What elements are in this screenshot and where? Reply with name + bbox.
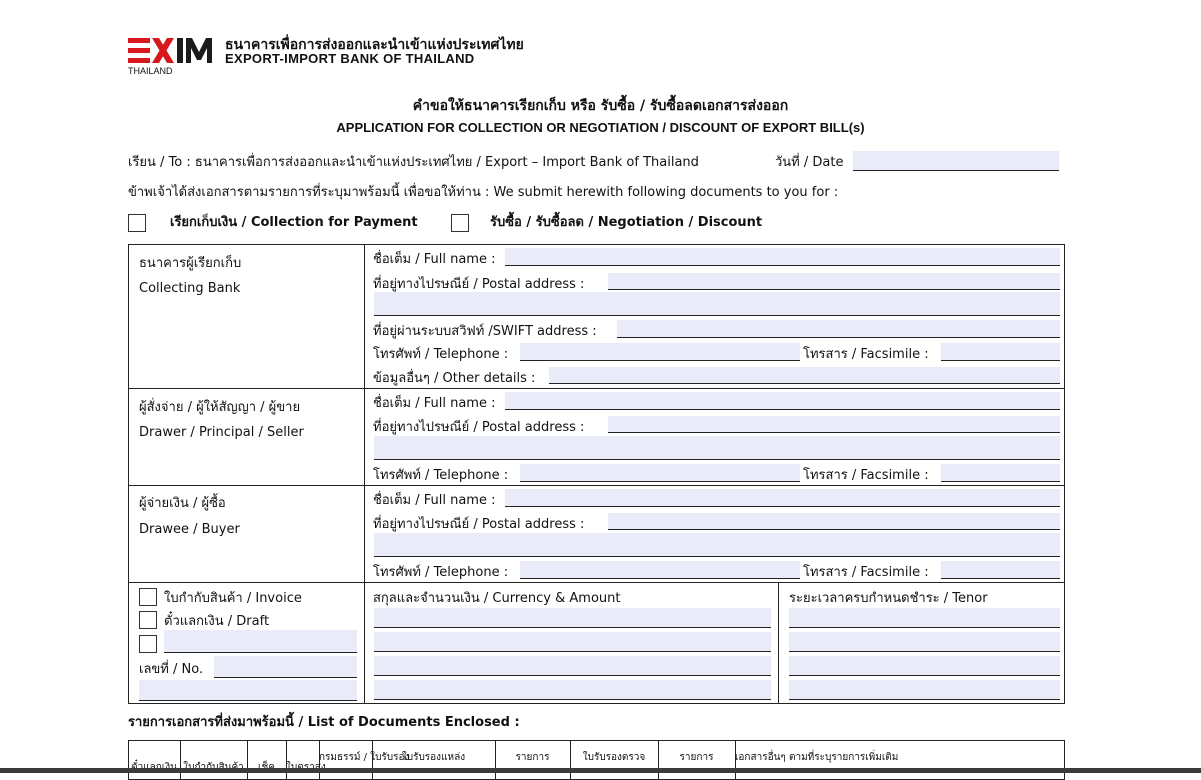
dr-address-underline-2 xyxy=(374,459,1060,460)
tenor-underline-1 xyxy=(789,627,1060,628)
tenor-underline-4 xyxy=(789,699,1060,700)
collecting-bank-th: ธนาคารผู้เรียกเก็บ xyxy=(139,256,242,271)
de-address-underline-2 xyxy=(374,556,1060,557)
draft-checkbox[interactable] xyxy=(139,611,157,629)
currency-underline-3 xyxy=(374,675,771,676)
draft-label: ตั๋วแลกเงิน / Draft xyxy=(164,614,270,629)
tenor-field-1[interactable] xyxy=(789,608,1060,628)
de-address-underline-1 xyxy=(608,529,1060,530)
documents-col-header: รายการ xyxy=(515,752,550,763)
negotiation-checkbox[interactable] xyxy=(451,214,469,232)
viewer-bottom-bar xyxy=(0,768,1201,773)
dr-telephone-underline xyxy=(520,481,800,482)
submit-line: ข้าพเจ้าได้ส่งเอกสารตามรายการที่ระบุมาพร้อมนี้ เพื่อขอให้ท่าน : We submit herewith following documents to you for : xyxy=(128,185,839,200)
cb-address-field-2[interactable] xyxy=(374,292,1060,316)
dr-address-underline-1 xyxy=(608,432,1060,433)
currency-underline-2 xyxy=(374,651,771,652)
de-address-field-2[interactable] xyxy=(374,533,1060,557)
currency-field-2[interactable] xyxy=(374,632,771,652)
cb-address-underline-1 xyxy=(608,289,1060,290)
row-divider-2 xyxy=(128,485,1065,486)
cb-fax-underline xyxy=(941,360,1060,361)
collection-label: เรียกเก็บเงิน / Collection for Payment xyxy=(170,215,418,230)
de-telephone-field[interactable] xyxy=(520,561,800,579)
de-address-field[interactable] xyxy=(608,513,1060,530)
dr-fullname-underline xyxy=(505,409,1060,410)
exim-logo-mark xyxy=(128,36,218,66)
row-divider-1 xyxy=(128,388,1065,389)
title-en: APPLICATION FOR COLLECTION OR NEGOTIATION / DISCOUNT OF EXPORT BILL(s) xyxy=(336,120,865,135)
dr-address-field-2[interactable] xyxy=(374,436,1060,460)
cb-fax-field[interactable] xyxy=(941,343,1060,361)
title-th: คำขอให้ธนาคารเรียกเก็บ หรือ รับซื้อ / รับซื้อลดเอกสารส่งออก xyxy=(412,98,789,114)
documents-col-header: รายการ xyxy=(679,752,714,763)
de-fullname-underline xyxy=(505,506,1060,507)
collection-checkbox[interactable] xyxy=(128,214,146,232)
invoice-checkbox[interactable] xyxy=(139,588,157,606)
cb-address-label: ที่อยู่ทางไปรษณีย์ / Postal address : xyxy=(373,277,585,292)
bank-name-th: ธนาคารเพื่อการส่งออกและนำเข้าแห่งประเทศไทย xyxy=(225,37,524,53)
tenor-field-3[interactable] xyxy=(789,656,1060,676)
date-label: วันที่ / Date xyxy=(775,155,844,170)
doc-number-label: เลขที่ / No. xyxy=(139,662,204,677)
other-doc-field[interactable] xyxy=(164,630,357,652)
dr-telephone-label: โทรศัพท์ / Telephone : xyxy=(373,468,509,483)
cb-telephone-label: โทรศัพท์ / Telephone : xyxy=(373,347,509,362)
dr-fax-field[interactable] xyxy=(941,464,1060,482)
cb-other-label: ข้อมูลอื่นๆ / Other details : xyxy=(373,371,536,386)
tenor-divider xyxy=(778,582,779,704)
cb-fax-label: โทรสาร / Facsimile : xyxy=(803,347,929,362)
documents-list-heading: รายการเอกสารที่ส่งมาพร้อมนี้ / List of Documents Enclosed : xyxy=(128,715,520,730)
collecting-bank-en: Collecting Bank xyxy=(139,281,241,296)
currency-amount-label: สกุลและจำนวนเงิน / Currency & Amount xyxy=(373,591,621,606)
de-telephone-underline xyxy=(520,578,800,579)
de-telephone-label: โทรศัพท์ / Telephone : xyxy=(373,565,509,580)
doc-number-underline-2 xyxy=(139,700,357,701)
tenor-field-4[interactable] xyxy=(789,680,1060,700)
cb-telephone-underline xyxy=(520,360,800,361)
cb-address-field[interactable] xyxy=(608,273,1060,290)
dr-address-label: ที่อยู่ทางไปรษณีย์ / Postal address : xyxy=(373,420,585,435)
doc-number-underline xyxy=(214,677,357,678)
de-fullname-label: ชื่อเต็ม / Full name : xyxy=(373,493,496,508)
documents-col-header: กรมธรรม์ / ใบรับรอง xyxy=(319,752,410,763)
currency-underline-4 xyxy=(374,699,771,700)
dr-fullname-field[interactable] xyxy=(505,392,1060,410)
other-doc-checkbox[interactable] xyxy=(139,635,157,653)
date-field[interactable] xyxy=(853,151,1059,171)
de-fullname-field[interactable] xyxy=(505,489,1060,507)
de-fax-field[interactable] xyxy=(941,561,1060,579)
currency-field-4[interactable] xyxy=(374,680,771,700)
other-doc-underline xyxy=(164,652,357,653)
drawee-th: ผู้จ่ายเงิน / ผู้ซื้อ xyxy=(139,496,226,511)
documents-col-header: ใบรับรองแหล่ง xyxy=(401,752,466,763)
doc-number-field[interactable] xyxy=(214,656,357,678)
cb-telephone-field[interactable] xyxy=(520,343,800,361)
de-fax-underline xyxy=(941,578,1060,579)
currency-underline-1 xyxy=(374,627,771,628)
cb-fullname-underline xyxy=(505,265,1060,266)
documents-col-header: ใบรับรองตรวจ xyxy=(582,752,646,763)
dr-fax-label: โทรสาร / Facsimile : xyxy=(803,468,929,483)
logo-subtitle: THAILAND xyxy=(128,66,173,76)
cb-swift-field[interactable] xyxy=(617,320,1060,338)
cb-swift-underline xyxy=(617,337,1060,338)
de-address-label: ที่อยู่ทางไปรษณีย์ / Postal address : xyxy=(373,517,585,532)
drawee-en: Drawee / Buyer xyxy=(139,522,240,537)
cb-fullname-field[interactable] xyxy=(505,248,1060,266)
documents-col-header: เอกสารอื่นๆ ตามที่ระบุรายการเพิ่มเติม xyxy=(735,752,899,763)
bank-name-en: EXPORT-IMPORT BANK OF THAILAND xyxy=(225,51,475,66)
tenor-label: ระยะเวลาครบกำหนดชำระ / Tenor xyxy=(789,591,988,606)
date-underline xyxy=(853,170,1059,171)
cb-fullname-label: ชื่อเต็ม / Full name : xyxy=(373,252,496,267)
currency-field-3[interactable] xyxy=(374,656,771,676)
dr-address-field[interactable] xyxy=(608,416,1060,433)
doc-number-field-2[interactable] xyxy=(139,680,357,700)
dr-fullname-label: ชื่อเต็ม / Full name : xyxy=(373,396,496,411)
cb-other-field[interactable] xyxy=(549,367,1060,384)
tenor-underline-3 xyxy=(789,675,1060,676)
negotiation-label: รับซื้อ / รับซื้อลด / Negotiation / Discount xyxy=(490,215,763,230)
cb-address-underline-2 xyxy=(374,315,1060,316)
dr-fax-underline xyxy=(941,481,1060,482)
table-divider-vertical xyxy=(364,244,365,704)
currency-field-1[interactable] xyxy=(374,608,771,628)
drawer-en: Drawer / Principal / Seller xyxy=(139,425,304,440)
tenor-field-2[interactable] xyxy=(789,632,1060,652)
cb-other-underline xyxy=(549,383,1060,384)
invoice-label: ใบกำกับสินค้า / Invoice xyxy=(164,591,302,606)
de-fax-label: โทรสาร / Facsimile : xyxy=(803,565,929,580)
row-divider-3 xyxy=(128,582,1065,583)
to-line: เรียน / To : ธนาคารเพื่อการส่งออกและนำเข้าแห่งประเทศไทย / Export – Import Bank of Thailand xyxy=(128,155,699,170)
drawer-th: ผู้สั่งจ่าย / ผู้ให้สัญญา / ผู้ขาย xyxy=(139,400,301,415)
dr-telephone-field[interactable] xyxy=(520,464,800,482)
cb-swift-label: ที่อยู่ผ่านระบบสวิฟท์ /SWIFT address : xyxy=(373,324,597,339)
tenor-underline-2 xyxy=(789,651,1060,652)
